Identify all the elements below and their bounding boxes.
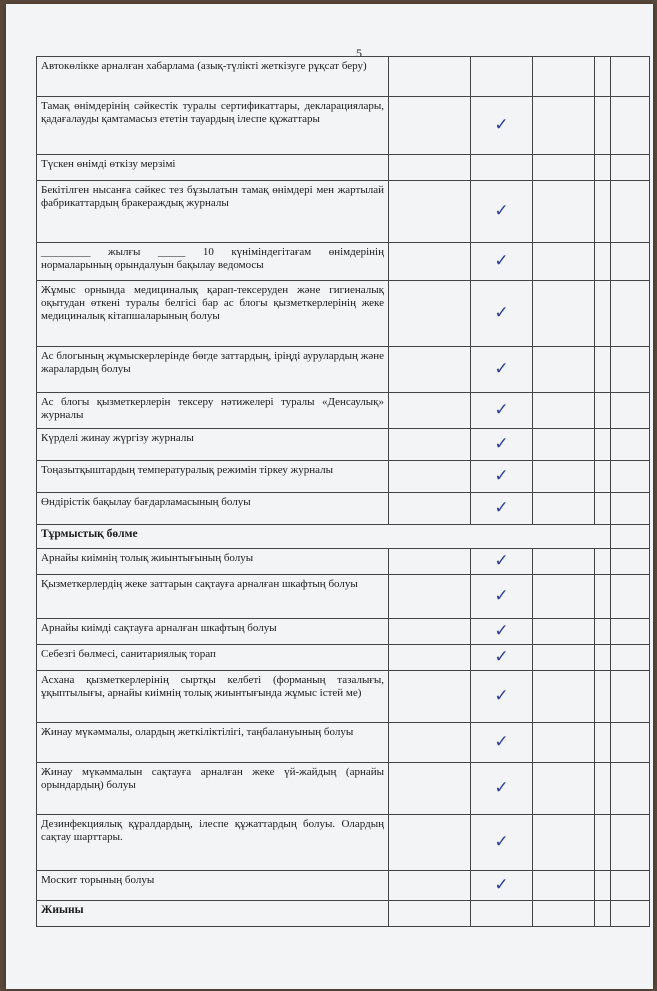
empty-cell <box>389 723 471 763</box>
empty-cell <box>611 393 650 429</box>
empty-cell <box>611 723 650 763</box>
empty-cell <box>389 281 471 347</box>
empty-cell <box>533 671 595 723</box>
empty-cell <box>595 281 611 347</box>
table-row <box>37 461 650 493</box>
empty-cell <box>595 671 611 723</box>
item-text: Жинау мүкәммалы, олардың жеткіліктілігі, таңбалануының болуы <box>37 723 389 763</box>
empty-cell <box>471 155 533 181</box>
table-row <box>37 393 650 429</box>
empty-cell <box>389 97 471 155</box>
empty-cell <box>389 155 471 181</box>
empty-cell <box>595 763 611 815</box>
empty-cell <box>595 97 611 155</box>
item-text: Дезинфекциялық құралдардың, ілеспе құжаттардың болуы. Олардың сақтау шарттары. <box>37 815 389 871</box>
empty-cell <box>595 243 611 281</box>
document-page <box>6 4 653 989</box>
empty-cell <box>533 243 595 281</box>
table-row <box>37 281 650 347</box>
empty-cell <box>533 461 595 493</box>
table-row <box>37 347 650 393</box>
empty-cell <box>611 671 650 723</box>
section-row <box>37 901 650 927</box>
empty-cell <box>611 155 650 181</box>
empty-cell <box>389 619 471 645</box>
item-text: Асхана қызметкерлерінің сыртқы келбеті (форманың тазалығы, ұқыптылығы, арнайы киімнің толық жиынтығында жұмыс істей ме) <box>37 671 389 723</box>
empty-cell <box>611 575 650 619</box>
item-text: Жұмыс орнында медициналық қарап-тексеруден және гигиеналық оқытудан өткені туралы белгісі бар ас блогы қызметкерлерінің жеке медициналық кітапшаларының болуы <box>37 281 389 347</box>
empty-cell <box>611 619 650 645</box>
empty-cell <box>533 575 595 619</box>
empty-cell <box>533 763 595 815</box>
empty-cell <box>595 57 611 97</box>
empty-cell <box>389 645 471 671</box>
check-mark: ✓ <box>471 871 533 901</box>
empty-cell <box>389 347 471 393</box>
empty-cell <box>595 871 611 901</box>
empty-cell <box>595 619 611 645</box>
page-number: 5 <box>356 46 362 60</box>
empty-cell <box>533 429 595 461</box>
empty-cell <box>533 619 595 645</box>
check-mark: ✓ <box>471 429 533 461</box>
empty-cell <box>611 281 650 347</box>
empty-cell <box>389 181 471 243</box>
table-row <box>37 493 650 525</box>
item-text: Себезгі бөлмесі, санитариялық торап <box>37 645 389 671</box>
check-mark: ✓ <box>471 575 533 619</box>
table-row <box>37 763 650 815</box>
item-text: Арнайы киімді сақтауға арналған шкафтың болуы <box>37 619 389 645</box>
empty-cell <box>533 281 595 347</box>
empty-cell <box>595 549 611 575</box>
empty-cell <box>611 549 650 575</box>
empty-cell <box>533 347 595 393</box>
empty-cell <box>471 57 533 97</box>
empty-cell <box>389 549 471 575</box>
check-mark: ✓ <box>471 723 533 763</box>
table-row <box>37 97 650 155</box>
empty-cell <box>389 243 471 281</box>
check-mark: ✓ <box>471 393 533 429</box>
empty-cell <box>389 575 471 619</box>
empty-cell <box>611 901 650 927</box>
check-mark: ✓ <box>471 493 533 525</box>
empty-cell <box>611 347 650 393</box>
section-title: Тұрмыстық бөлме <box>37 525 611 549</box>
check-mark: ✓ <box>471 281 533 347</box>
empty-cell <box>533 815 595 871</box>
item-text: Ас блогы қызметкерлерін тексеру нәтижелері туралы «Денсаулық» журналы <box>37 393 389 429</box>
empty-cell <box>389 815 471 871</box>
empty-cell <box>389 57 471 97</box>
table-row <box>37 619 650 645</box>
empty-cell <box>533 901 595 927</box>
item-text: Автокөлікке арналған хабарлама (азық-түлікті жеткізуге рұқсат беру) <box>37 57 389 97</box>
empty-cell <box>533 57 595 97</box>
empty-cell <box>595 645 611 671</box>
table-row <box>37 429 650 461</box>
empty-cell <box>595 155 611 181</box>
empty-cell <box>611 97 650 155</box>
item-text: Өндірістік бақылау бағдарламасының болуы <box>37 493 389 525</box>
check-mark: ✓ <box>471 763 533 815</box>
table-row <box>37 181 650 243</box>
section-title: Жиыны <box>37 901 389 927</box>
empty-cell <box>389 429 471 461</box>
empty-cell <box>533 493 595 525</box>
item-text: Арнайы киімнің толық жиынтығының болуы <box>37 549 389 575</box>
table-row <box>37 671 650 723</box>
empty-cell <box>611 871 650 901</box>
empty-cell <box>611 815 650 871</box>
table-row <box>37 645 650 671</box>
empty-cell <box>595 429 611 461</box>
empty-cell <box>533 723 595 763</box>
empty-cell <box>611 181 650 243</box>
empty-cell <box>595 393 611 429</box>
check-mark: ✓ <box>471 619 533 645</box>
empty-cell <box>389 901 471 927</box>
empty-cell <box>389 671 471 723</box>
check-mark: ✓ <box>471 181 533 243</box>
empty-cell <box>611 429 650 461</box>
empty-cell <box>533 181 595 243</box>
empty-cell <box>533 549 595 575</box>
item-text: Қызметкерлердің жеке заттарын сақтауға арналған шкафтың болуы <box>37 575 389 619</box>
empty-cell <box>389 871 471 901</box>
item-text: Бекітілген нысанға сәйкес тез бұзылатын тамақ өнімдері мен жартылай фабрикаттардың бракераждық журналы <box>37 181 389 243</box>
check-mark: ✓ <box>471 243 533 281</box>
empty-cell <box>595 575 611 619</box>
empty-cell <box>389 763 471 815</box>
empty-cell <box>389 493 471 525</box>
empty-cell <box>611 57 650 97</box>
table-row <box>37 815 650 871</box>
checklist-table <box>36 56 650 927</box>
empty-cell <box>595 493 611 525</box>
empty-cell <box>471 901 533 927</box>
empty-cell <box>389 393 471 429</box>
empty-cell <box>533 393 595 429</box>
empty-cell <box>595 815 611 871</box>
item-text: Ас блогының жұмыскерлерінде бөгде заттардың, іріңді аурулардың және жаралардың болуы <box>37 347 389 393</box>
table-row <box>37 575 650 619</box>
check-mark: ✓ <box>471 815 533 871</box>
empty-cell <box>595 901 611 927</box>
item-text: _________ жылғы _____ 10 күніміндегітағам өнімдерінің нормаларының орындалуын бақылау ведомосы <box>37 243 389 281</box>
table-row <box>37 723 650 763</box>
empty-cell <box>611 243 650 281</box>
empty-cell <box>611 645 650 671</box>
empty-cell <box>389 461 471 493</box>
empty-cell <box>533 645 595 671</box>
check-mark: ✓ <box>471 671 533 723</box>
check-mark: ✓ <box>471 347 533 393</box>
table-row <box>37 871 650 901</box>
item-text: Жинау мүкәммалын сақтауға арналған жеке үй-жайдың (арнайы орындардың) болуы <box>37 763 389 815</box>
check-mark: ✓ <box>471 461 533 493</box>
item-text: Тоңазытқыштардың температуралық режимін тіркеу журналы <box>37 461 389 493</box>
item-text: Күрделі жинау жүргізу журналы <box>37 429 389 461</box>
item-text: Түскен өнімді өткізу мерзімі <box>37 155 389 181</box>
empty-cell <box>533 871 595 901</box>
empty-cell <box>533 155 595 181</box>
item-text: Тамақ өнімдерінің сәйкестік туралы сертификаттары, декларациялары, қадағалауды қамтамасыз ететін тауардың ілеспе құжаттары <box>37 97 389 155</box>
table-row <box>37 155 650 181</box>
section-row <box>37 525 650 549</box>
check-mark: ✓ <box>471 97 533 155</box>
empty-cell <box>611 763 650 815</box>
table-row <box>37 57 650 97</box>
empty-cell <box>595 723 611 763</box>
empty-cell <box>611 493 650 525</box>
table-row <box>37 549 650 575</box>
empty-cell <box>595 347 611 393</box>
check-mark: ✓ <box>471 549 533 575</box>
empty-cell <box>611 525 650 549</box>
check-mark: ✓ <box>471 645 533 671</box>
item-text: Москит торының болуы <box>37 871 389 901</box>
empty-cell <box>595 181 611 243</box>
empty-cell <box>595 461 611 493</box>
empty-cell <box>611 461 650 493</box>
empty-cell <box>533 97 595 155</box>
table-row <box>37 243 650 281</box>
